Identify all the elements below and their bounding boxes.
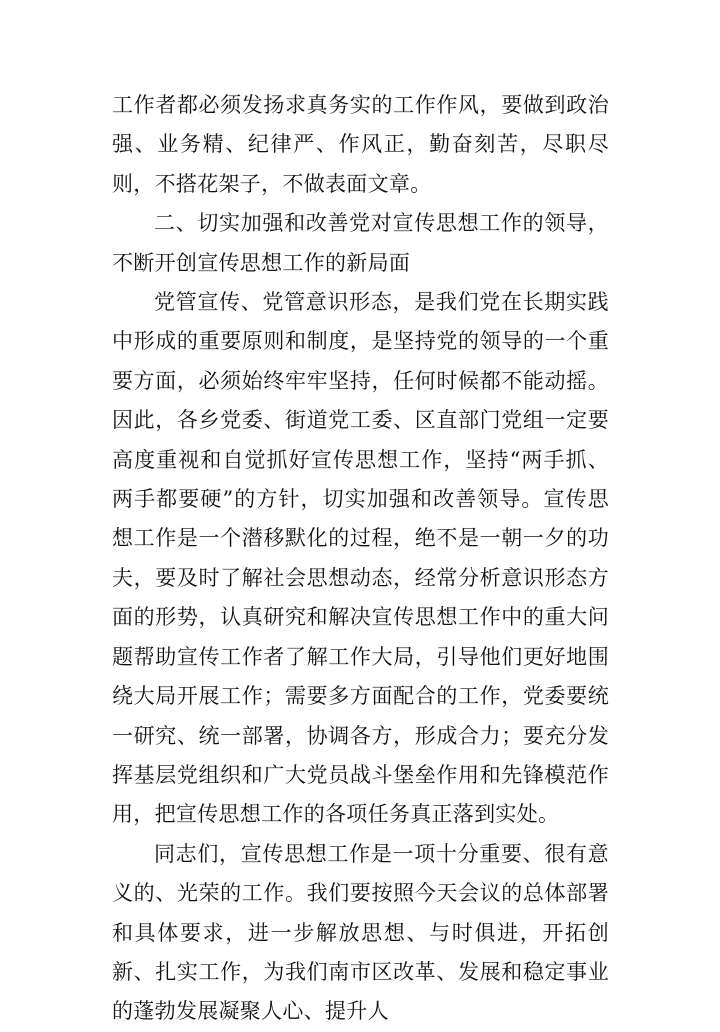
section-heading-two: 二、切实加强和改善党对宣传思想工作的领导，不断开创宣传思想工作的新局面 bbox=[112, 211, 609, 275]
paragraph-work-style: 工作者都必须发扬求真务实的工作作风，要做到政治强、业务精、纪律严、作风正，勤奋刻苦，尽职尽则，不搭花架子，不做表面文章。 bbox=[112, 93, 609, 196]
document-body bbox=[112, 86, 609, 1032]
paragraph-closing-remarks: 同志们，宣传思想工作是一项十分重要、很有意义的、光荣的工作。我们要按照今天会议的总体部署和具体要求，进一步解放思想、与时俱进，开拓创新、扎实工作，为我们南市区改革、发展和稳定事业的蓬勃发展凝聚人心、提升人 bbox=[112, 841, 609, 1024]
paragraph-party-leadership: 党管宣传、党管意识形态，是我们党在长期实践中形成的重要原则和制度，是坚持党的领导的一个重要方面，必须始终牢牢坚持，任何时候都不能动摇。因此，各乡党委、街道党工委、区直部门党组一定要高度重视和自觉抓好宣传思想工作，坚持“两手抓、两手都要硬”的方针，切实加强和改善领导。宣传思想工作是一个潜移默化的过程，绝不是一朝一夕的功夫，要及时了解社会思想动态，经常分析意识形态方面的形势，认真研究和解决宣传思想工作中的重大问题帮助宣传工作者了解工作大局，引导他们更好地围绕大局开展工作；需要多方面配合的工作，党委要统一研究、统一部署，协调各方，形成合力；要充分发挥基层党组织和广大党员战斗堡垒作用和先锋模范作用，把宣传思想工作的各项任务真正落到实处。 bbox=[112, 290, 609, 827]
